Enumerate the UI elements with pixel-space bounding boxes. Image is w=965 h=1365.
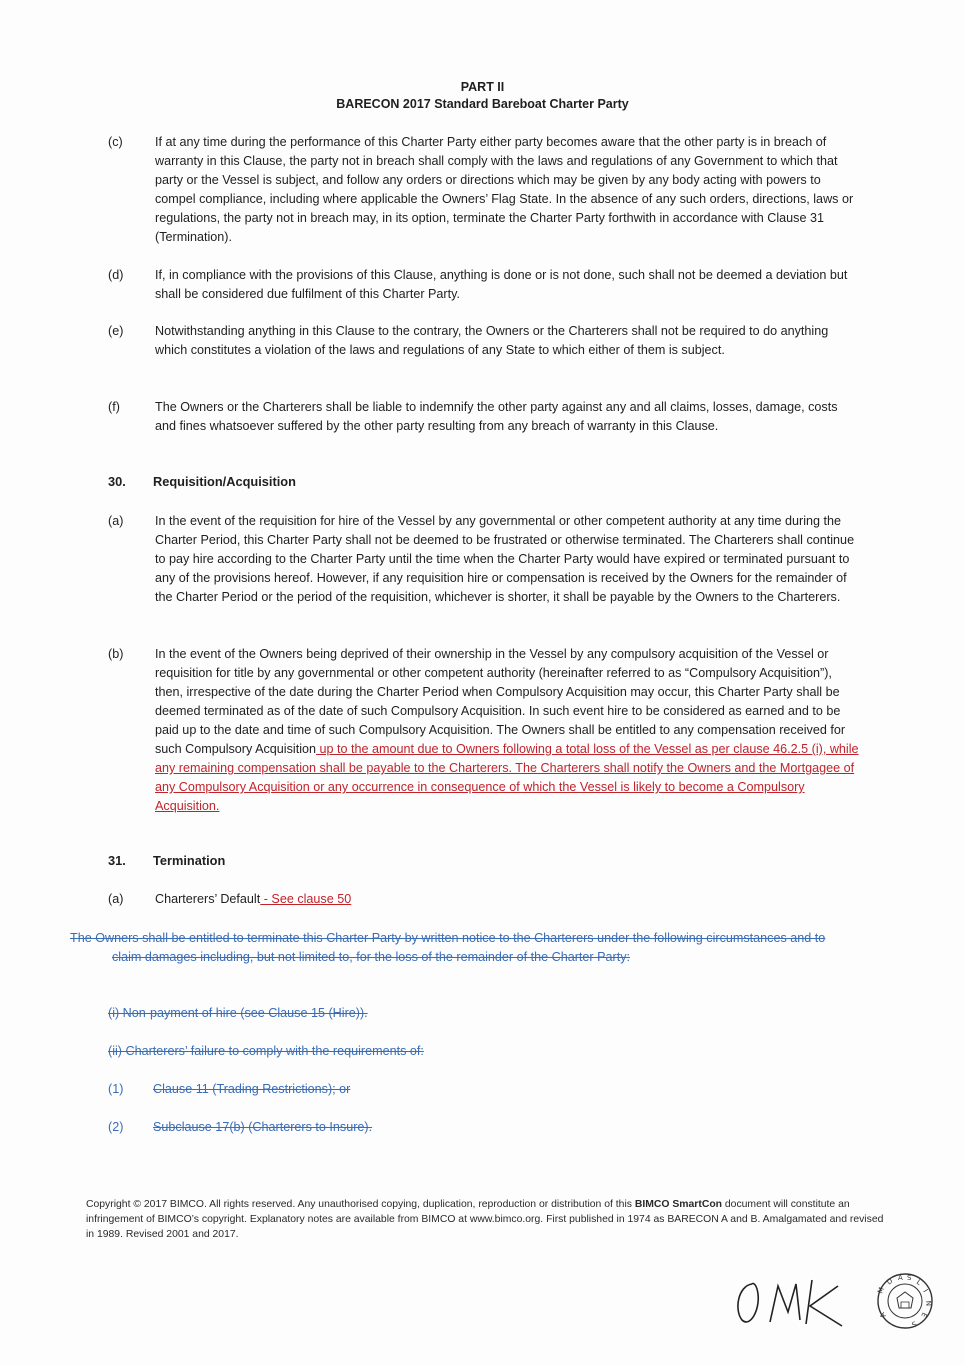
- clause-31a: [108, 890, 860, 909]
- deleted-item-label: (2): [108, 1120, 124, 1134]
- deleted-item-text: Clause 11 (Trading Restrictions); or: [153, 1082, 351, 1096]
- svg-text:L: L: [914, 1278, 923, 1287]
- svg-text:D: D: [885, 1276, 895, 1287]
- inserted-text: - See clause 50: [260, 892, 352, 906]
- footer-text-1: Copyright © 2017 BIMCO. All rights reserved. Any unauthorised copying, duplication, reproduction or distribution of this: [86, 1199, 635, 1210]
- svg-text:I: I: [921, 1288, 930, 1294]
- clause-text: If, in compliance with the provisions of this Clause, anything is done or is not done, such shall not be deemed a deviation but shall be considered due fulfilment of this Charter Party.: [155, 268, 848, 301]
- inserted-text: up to the amount due to Owners following a total loss of the Vessel as per clause 46.2.5 (i), while any remaining compensation shall be payable to the Charterers. The Charterers shall notify the Owners and the Mortgagee of any Compulsory Acquisition or any occurrence in consequence of which the Vessel is likely to become a Compulsory Acquisition.: [155, 742, 859, 813]
- clause-original-text: In the event of the Owners being deprived of their ownership in the Vessel by any compulsory acquisition of the Vessel or requisition for title by any governmental or other competent authority (hereinafter referred to as “Compulsory Acquisition”), then, irrespective of the date during the Charter Period when Compulsory Acquisition may occur, this Charter Party shall be deemed terminated as of the date of such Compulsory Acquisition. In such event hire to be considered as earned and to be paid up to the date and time of such Compulsory Acquisition. The Owners shall be entitled to any compensation received for such Compulsory Acquisition: [155, 647, 846, 756]
- clause-text: If at any time during the performance of this Charter Party either party becomes aware that the other party is in breach of warranty in this Clause, the party not in breach shall comply with the laws and regulations of any Government to which that party or the Vessel is subject, and follow any orders or directions which may be given by any body acting with powers to compel compliance, including where applicable the Owners’ Flag State. In the absence of any such orders, directions, laws or regulations, the party not in breach may, in its option, terminate the Charter Party forthwith in accordance with Clause 31 (Termination).: [155, 135, 854, 244]
- clause-label: (b): [108, 647, 124, 661]
- deleted-item-ii: (ii) Charterers’ failure to comply with the requirements of:: [108, 1044, 424, 1058]
- clause-29c: [108, 133, 860, 247]
- svg-text:A: A: [898, 1274, 903, 1282]
- section-number: 31.: [108, 853, 126, 868]
- svg-text:N: N: [924, 1300, 933, 1307]
- svg-text:M: M: [876, 1286, 886, 1295]
- deleted-item-2: [108, 1118, 372, 1137]
- clause-29f: [108, 398, 860, 436]
- clause-label: (d): [108, 268, 124, 282]
- document-title: BARECON 2017 Standard Bareboat Charter Party: [336, 97, 629, 111]
- svg-text:S: S: [907, 1274, 912, 1282]
- clause-original-text: Charterers’ Default: [155, 892, 261, 906]
- clause-label: (e): [108, 324, 124, 338]
- section-title: Requisition/Acquisition: [153, 474, 296, 489]
- clause-text: In the event of the requisition for hire of the Vessel by any governmental or other competent authority at any time during the Charter Period, this Charter Party shall not be deemed to be frustrated or otherwise terminated. The Charterers shall continue to pay hire according to the Charter Party until the time when the Charter Party would have expired or terminated pursuant to any of the provisions hereof. However, if any requisition hire or compensation is received by the Owners for the remainder of the Charter Period or the period of the requisition, whichever is shorter, it shall be payable by the Owners to the Charterers.: [155, 514, 855, 604]
- section-title: Termination: [153, 853, 226, 868]
- copyright-footer: [86, 1197, 886, 1242]
- clause-text: [155, 890, 860, 909]
- svg-text:A: A: [878, 1310, 888, 1319]
- clause-30a: [108, 512, 860, 607]
- part-heading: PART II: [460, 80, 505, 94]
- clause-text: [155, 645, 860, 816]
- clause-29e: [108, 322, 860, 360]
- section-31-heading: [108, 853, 225, 868]
- clause-label: (f): [108, 400, 120, 414]
- deleted-item-i: (i) Non-payment of hire (see Clause 15 (Hire)).: [108, 1006, 368, 1020]
- clause-label: (c): [108, 135, 123, 149]
- svg-text:E: E: [919, 1311, 929, 1319]
- section-number: 30.: [108, 474, 126, 489]
- deleted-intro-text: The Owners shall be entitled to terminate this Charter Party by written notice to the Charterers under the following circumstances and to claim damages including, but not limited to, for the loss of the remainder of the Charter Party:: [70, 931, 826, 964]
- footer-text-2: document will constitute an infringement of BIMCO’s copyright. Explanatory notes are available from BIMCO at www.bimco.org. First published in 1974 as BARECON A and B. Amalgamated and revised in 1989. Revised 2001 and 2017.: [86, 1199, 884, 1240]
- deleted-intro: [70, 929, 852, 967]
- company-stamp-seal: [876, 1272, 934, 1330]
- clause-text: Notwithstanding anything in this Clause to the contrary, the Owners or the Charterers shall not be required to do anything which constitutes a violation of the laws and regulations of any State to which either of them is subject.: [155, 324, 829, 357]
- clause-label: (a): [108, 514, 124, 528]
- clause-text: The Owners or the Charterers shall be liable to indemnify the other party against any and all claims, losses, damage, costs and fines whatsoever suffered by the other party resulting from any breach of warranty in this Clause.: [155, 400, 838, 433]
- deleted-item-label: (1): [108, 1082, 124, 1096]
- clause-label: (a): [108, 892, 124, 906]
- svg-text:S: S: [910, 1319, 918, 1329]
- clause-29d: [108, 266, 860, 304]
- clause-30b: [108, 645, 860, 816]
- deleted-item-text: Subclause 17(b) (Charterers to Insure).: [153, 1120, 373, 1134]
- footer-brand: BIMCO SmartCon: [634, 1199, 723, 1210]
- section-30-heading: [108, 474, 296, 489]
- handwritten-initials-signature: [730, 1270, 850, 1330]
- deleted-item-1: [108, 1080, 350, 1099]
